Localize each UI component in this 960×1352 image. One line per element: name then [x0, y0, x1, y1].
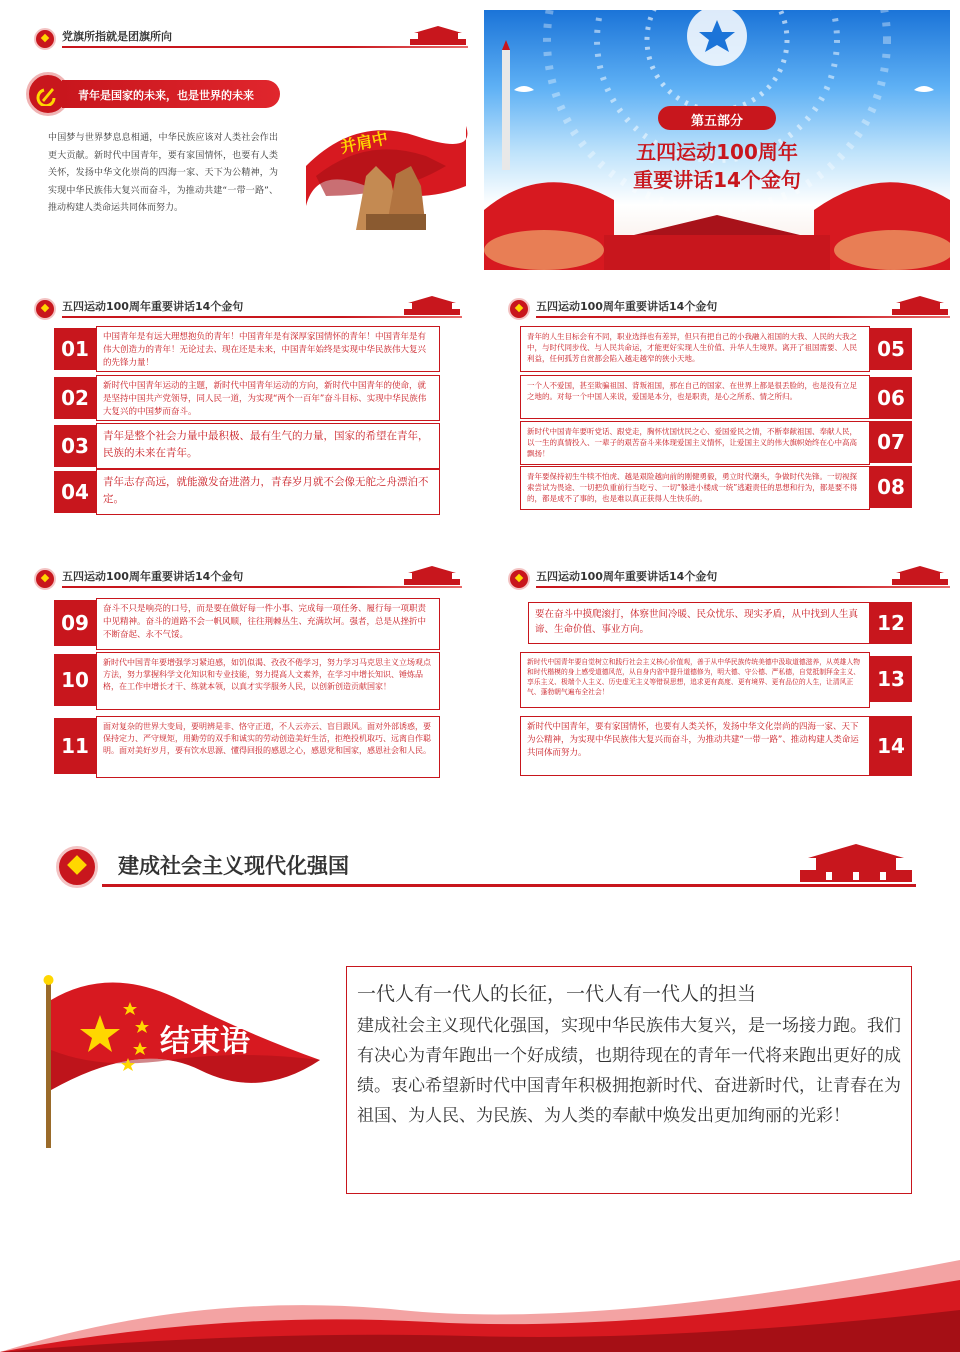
banner-title-line1: 五四运动100周年 [636, 140, 798, 164]
quote-text: 要在奋斗中摸爬滚打，体察世间冷暖、民众忧乐、现实矛盾，从中找到人生真谛、生命价值、事业方向。 [528, 602, 870, 644]
ending-flag-label: 结束语 [160, 1024, 250, 1059]
quote-number: 08 [870, 466, 912, 508]
youth-league-emblem-icon [34, 298, 56, 320]
section1-body: 中国梦与世界梦息息相通，中华民族应该对人类社会作出更大贡献。新时代中国青年，要有家国情怀，也要有人类关怀，发扬中华文化崇尚的四海一家、天下为公精神，为实现中华民族伟大复兴而奋斗，为推动共建“一带一路”、推动构建人类命运共同体而努力。 [48, 133, 278, 213]
part-five-banner [484, 10, 950, 270]
section-header-title: 五四运动100周年重要讲话14个金句 [62, 570, 244, 583]
header-divider [62, 316, 462, 318]
youth-league-emblem-icon [508, 568, 530, 590]
tiananmen-icon [408, 24, 468, 46]
bottom-wave-decoration [0, 1230, 960, 1352]
header-divider [536, 316, 950, 318]
quote-text: 新时代中国青年要自觉树立和践行社会主义核心价值观，善于从中华民族传统美德中汲取道德滋养，从英雄人物和时代楷模的身上感受道德风范，从自身内省中提升道德修为，明大德、守公德、严私德，自觉抵制拜金主义、享乐主义、极端个人主义、历史虚无主义等错误思想，追求更有高度、更有境界、更有品位的人生，让清风正气、蓬勃朝气遍布全社会！ [520, 652, 870, 708]
section-header-title: 党旗所指就是团旗所向 [62, 30, 172, 43]
section-header-3 [508, 294, 950, 330]
header-divider [102, 884, 916, 887]
hero-pill-text: 青年是国家的未来，也是世界的未来 [78, 89, 254, 102]
quote-number: 01 [54, 328, 96, 370]
final-section-title: 建成社会主义现代化强国 [118, 854, 349, 878]
tiananmen-icon [890, 564, 950, 586]
quote-text: 青年是整个社会力量中最积极、最有生气的力量，国家的希望在青年，民族的未来在青年。 [96, 423, 440, 469]
section-header-5 [508, 564, 950, 600]
header-divider [62, 586, 462, 588]
quote-text: 新时代中国青年，要有家国情怀，也要有人类关怀，发扬中华文化崇尚的四海一家、天下为公精神，为实现中华民族伟大复兴而奋斗，为推动共建“一带一路”、推动构建人类命运共同体而努力。 [520, 716, 870, 776]
quote-text: 新时代中国青年运动的主题，新时代中国青年运动的方向，新时代中国青年的使命，就是坚持中国共产党领导，同人民一道，为实现“两个一百年”奋斗目标、实现中华民族伟大复兴的中国梦而奋斗。 [96, 375, 440, 421]
tiananmen-icon [402, 564, 462, 586]
party-emblem-icon [36, 82, 60, 106]
banner-part-label: 第五部分 [690, 114, 743, 129]
quote-number: 07 [870, 421, 912, 463]
quote-text: 青年的人生目标会有不同，职业选择也有差异，但只有把自己的小我融入祖国的大我、人民的大我之中，与时代同步伐、与人民共命运，才能更好实现人生价值、升华人生境界。离开了祖国需要、人民利益，任何孤芳自赏都会陷入越走越窄的狭小天地。 [520, 326, 870, 372]
header-divider [62, 46, 468, 48]
quote-text: 新时代中国青年要增强学习紧迫感，如饥似渴、孜孜不倦学习，努力学习马克思主义立场观点方法，努力掌握科学文化知识和专业技能，努力提高人文素养，在学习中增长知识、锤炼品格，在工作中增长才干、练就本领，以真才实学服务人民，以创新创造贡献国家！ [96, 652, 440, 710]
ending-headline: 一代人有一代人的长征，一代人有一代人的担当 [357, 983, 757, 1005]
quote-number: 14 [870, 716, 912, 776]
hero-pill [26, 72, 280, 116]
section-header-title: 五四运动100周年重要讲话14个金句 [536, 570, 718, 583]
youth-league-emblem-icon [34, 28, 56, 50]
tiananmen-icon [402, 294, 462, 316]
ending-body: 建成社会主义现代化强国，实现中华民族伟大复兴，是一场接力跑。我们有决心为青年跑出一个好成绩，也期待现在的青年一代将来跑出更好的成绩。衷心希望新时代中国青年积极拥抱新时代、奋进新时代，让青春在为祖国、为人民、为民族、为人类的奉献中焕发出更加绚丽的光彩！ [357, 1016, 901, 1126]
section-header-2 [34, 294, 462, 330]
flag-monument-image [296, 96, 472, 230]
quote-text: 新时代中国青年要听党话、跟党走，胸怀忧国忧民之心、爱国爱民之情，不断奉献祖国、奉献人民，以一生的真情投入、一辈子的艰苦奋斗来体现爱国主义情怀，让爱国主义的伟大旗帜始终在心中高高飘扬！ [520, 421, 870, 465]
flag-text: 并肩中 [338, 128, 390, 157]
section-header-title: 五四运动100周年重要讲话14个金句 [62, 300, 244, 313]
section-header-1 [34, 24, 468, 60]
quote-text: 面对复杂的世界大变局，要明辨是非、恪守正道，不人云亦云、盲目跟风。面对外部诱惑，要保持定力、严守规矩，用勤劳的双手和诚实的劳动创造美好生活，拒绝投机取巧、远离自作聪明。面对美好岁月，要有饮水思源、懂得回报的感恩之心，感恩党和国家，感恩社会和人民。 [96, 716, 440, 778]
tiananmen-icon [796, 840, 916, 884]
youth-league-emblem-icon [508, 298, 530, 320]
quote-number: 05 [870, 328, 912, 370]
quote-number: 04 [54, 471, 96, 513]
quote-text: 青年要保持初生牛犊不怕虎、越是艰险越向前的刚健勇毅，勇立时代潮头，争做时代先锋。一切视探索尝试为畏途、一切把负重前行当吃亏、一切“躲进小楼成一统”逃避责任的思想和行为，都是要不得的，都是成不了事的，也是难以真正获得人生快乐的。 [520, 466, 870, 510]
quote-number: 09 [54, 600, 96, 646]
banner-title-line2: 重要讲话14个金句 [633, 168, 801, 192]
ending-flag [40, 970, 330, 1150]
tiananmen-icon [890, 294, 950, 316]
youth-league-emblem-icon [34, 568, 56, 590]
quote-text: 一个人不爱国，甚至欺骗祖国、背叛祖国，那在自己的国家、在世界上都是很丢脸的，也是没有立足之地的。对每一个中国人来说，爱国是本分，也是职责，是心之所系、情之所归。 [520, 375, 870, 419]
quote-number: 10 [54, 654, 96, 706]
quote-number: 06 [870, 377, 912, 419]
quote-number: 02 [54, 377, 96, 419]
header-divider [536, 586, 950, 588]
section-header-title: 五四运动100周年重要讲话14个金句 [536, 300, 718, 313]
quote-text: 奋斗不只是响亮的口号，而是要在做好每一件小事、完成每一项任务、履行每一项职责中见精神。奋斗的道路不会一帆风顺，往往荆棘丛生、充满坎坷。强者，总是从挫折中不断奋起、永不气馁。 [96, 598, 440, 650]
ending-text-box [346, 966, 912, 1194]
quote-number: 13 [870, 656, 912, 702]
final-section-header [56, 840, 916, 892]
quote-number: 11 [54, 718, 96, 774]
section-header-4 [34, 564, 462, 600]
quote-number: 03 [54, 425, 96, 467]
quote-number: 12 [870, 602, 912, 644]
quote-text: 中国青年是有远大理想抱负的青年！中国青年是有深厚家国情怀的青年！中国青年是有伟大创造力的青年！无论过去、现在还是未来，中国青年始终是实现中华民族伟大复兴的先锋力量！ [96, 326, 440, 372]
quote-text: 青年志存高远，就能激发奋进潜力，青春岁月就不会像无舵之舟漂泊不定。 [96, 469, 440, 515]
